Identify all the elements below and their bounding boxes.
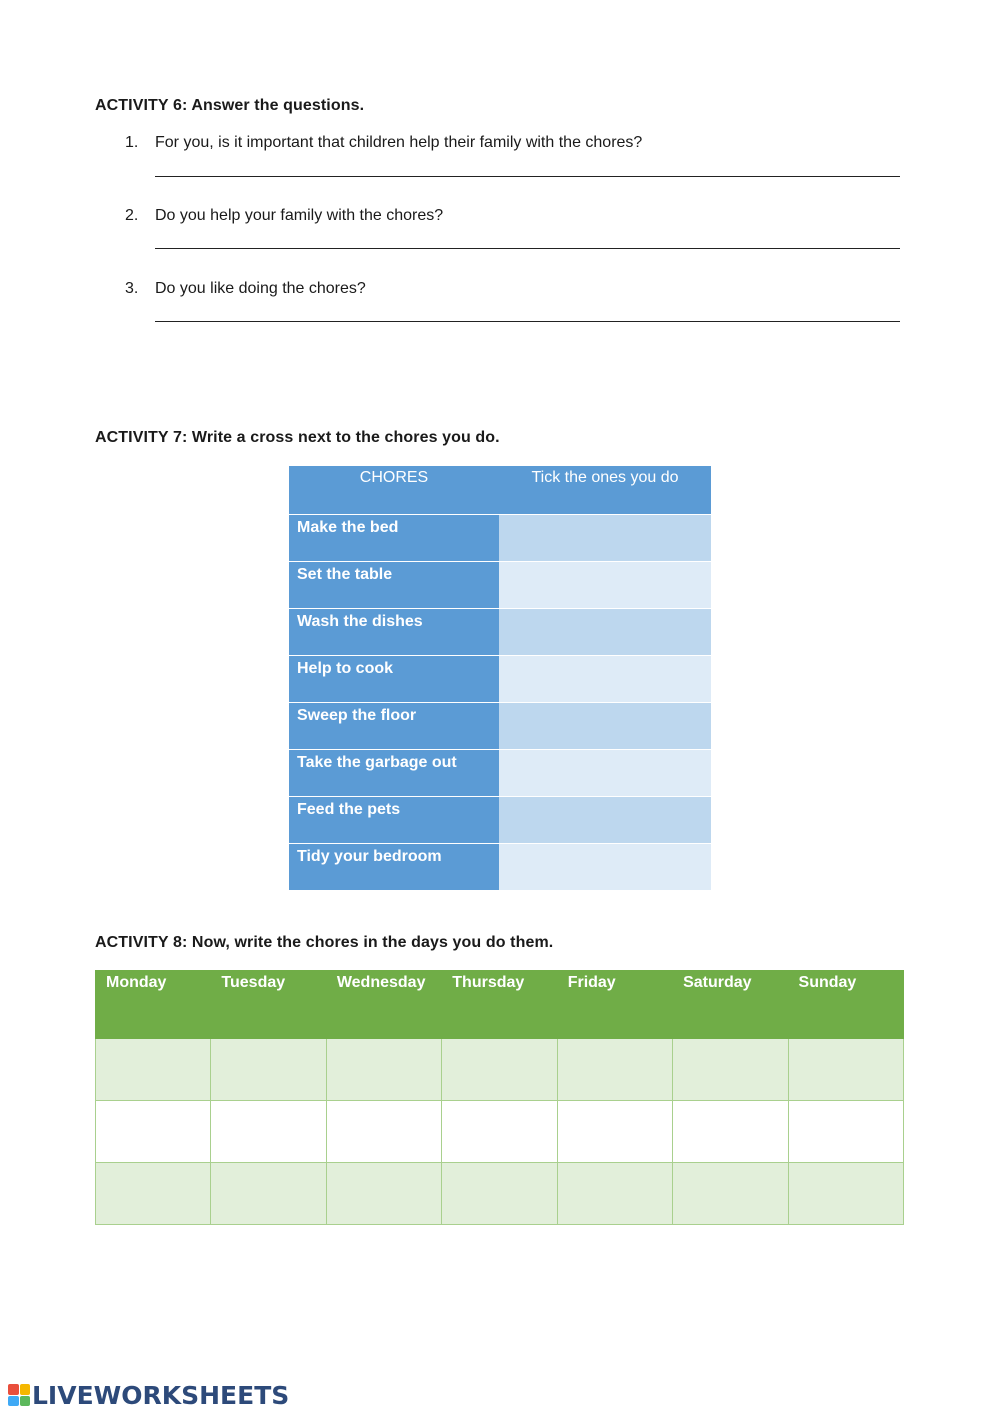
tick-cell[interactable] (499, 609, 711, 656)
question-text: Do you like doing the chores? (155, 280, 366, 297)
question-3 (125, 280, 366, 298)
tick-cell[interactable] (499, 562, 711, 609)
day-header-saturday: Saturday (673, 971, 788, 1039)
chore-label: Feed the pets (289, 797, 499, 844)
day-cell[interactable] (211, 1163, 326, 1225)
question-number: 3. (125, 280, 139, 297)
day-cell[interactable] (788, 1163, 903, 1225)
chore-row (289, 797, 711, 844)
day-cell[interactable] (673, 1163, 788, 1225)
day-cell[interactable] (442, 1101, 557, 1163)
day-cell[interactable] (96, 1101, 211, 1163)
day-cell[interactable] (788, 1101, 903, 1163)
question-text: For you, is it important that children help their family with the chores? (155, 134, 643, 151)
chore-row (289, 844, 711, 891)
chore-row (289, 656, 711, 703)
days-table (95, 970, 904, 1225)
day-cell[interactable] (211, 1101, 326, 1163)
tick-cell[interactable] (499, 750, 711, 797)
day-cell[interactable] (96, 1039, 211, 1101)
day-header-thursday: Thursday (442, 971, 557, 1039)
chore-row (289, 750, 711, 797)
day-cell[interactable] (673, 1101, 788, 1163)
day-header-monday: Monday (96, 971, 211, 1039)
day-cell[interactable] (326, 1039, 441, 1101)
question-number: 1. (125, 134, 139, 151)
day-header-friday: Friday (557, 971, 672, 1039)
liveworksheets-logo-icon (8, 1384, 30, 1406)
activity-8-title: ACTIVITY 8: Now, write the chores in the days you do them. (95, 934, 554, 951)
chore-label: Wash the dishes (289, 609, 499, 656)
question-number: 2. (125, 207, 139, 224)
tick-cell[interactable] (499, 515, 711, 562)
logo-text: LIVEWORKSHEETS (32, 1380, 290, 1410)
day-cell[interactable] (211, 1039, 326, 1101)
chore-row (289, 609, 711, 656)
day-cell[interactable] (326, 1101, 441, 1163)
day-cell[interactable] (673, 1039, 788, 1101)
liveworksheets-logo[interactable] (8, 1380, 289, 1410)
chore-label: Sweep the floor (289, 703, 499, 750)
chore-row (289, 515, 711, 562)
day-cell[interactable] (788, 1039, 903, 1101)
day-header-wednesday: Wednesday (326, 971, 441, 1039)
tick-cell[interactable] (499, 703, 711, 750)
day-cell[interactable] (442, 1163, 557, 1225)
activity-6-title: ACTIVITY 6: Answer the questions. (95, 97, 365, 114)
chore-label: Take the garbage out (289, 750, 499, 797)
day-header-sunday: Sunday (788, 971, 903, 1039)
chore-label: Tidy your bedroom (289, 844, 499, 891)
question-2 (125, 207, 443, 225)
question-text: Do you help your family with the chores? (155, 207, 444, 224)
chore-label: Make the bed (289, 515, 499, 562)
tick-cell[interactable] (499, 844, 711, 891)
chore-label: Help to cook (289, 656, 499, 703)
tick-cell[interactable] (499, 797, 711, 844)
day-cell[interactable] (442, 1039, 557, 1101)
day-cell[interactable] (96, 1163, 211, 1225)
answer-line-1[interactable] (155, 176, 900, 177)
chore-row (289, 562, 711, 609)
chores-header: CHORES (289, 466, 499, 515)
tick-cell[interactable] (499, 656, 711, 703)
days-row (96, 1039, 904, 1101)
day-header-tuesday: Tuesday (211, 971, 326, 1039)
days-row (96, 1101, 904, 1163)
answer-line-3[interactable] (155, 321, 900, 322)
day-cell[interactable] (326, 1163, 441, 1225)
days-row (96, 1163, 904, 1225)
question-1 (125, 134, 642, 152)
tick-header: Tick the ones you do (499, 466, 711, 515)
answer-line-2[interactable] (155, 248, 900, 249)
day-cell[interactable] (557, 1163, 672, 1225)
activity-7-title: ACTIVITY 7: Write a cross next to the chores you do. (95, 429, 500, 446)
chore-row (289, 703, 711, 750)
day-cell[interactable] (557, 1039, 672, 1101)
chores-table (289, 466, 711, 890)
day-cell[interactable] (557, 1101, 672, 1163)
chore-label: Set the table (289, 562, 499, 609)
